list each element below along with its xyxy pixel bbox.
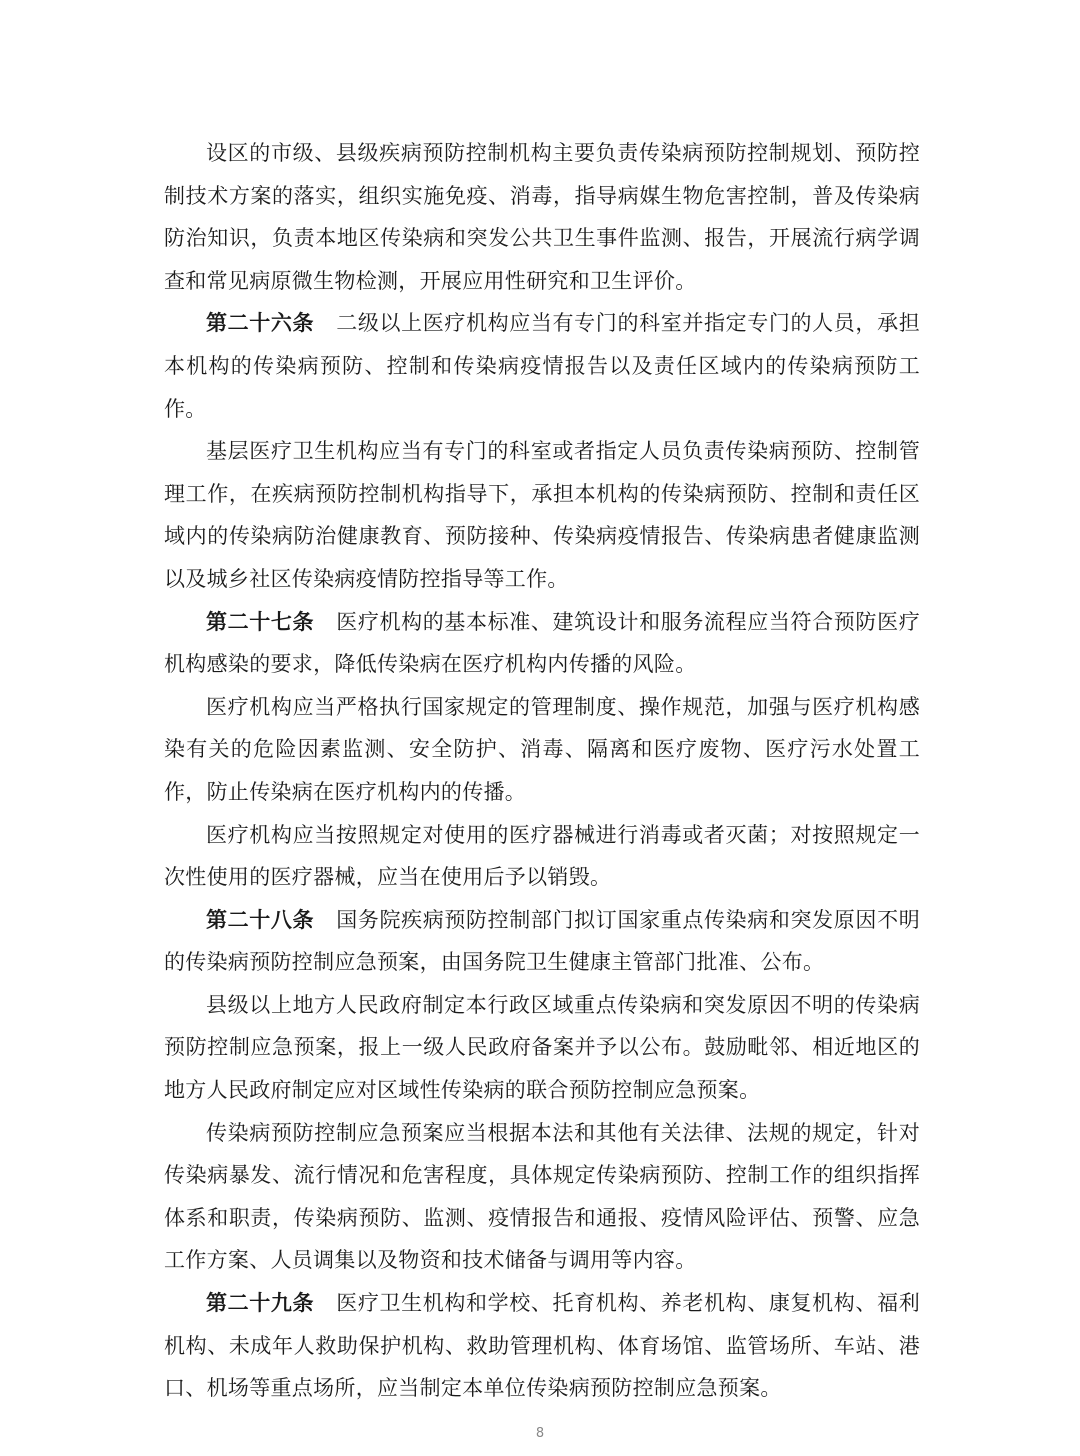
paragraph-text: 传染病预防控制应急预案应当根据本法和其他有关法律、法规的规定，针对传染病暴发、流行情况和危害程度，具体规定传染病预防、控制工作的组织指挥体系和职责，传染病预防、监测、疫情报告和通报、疫情风险评估、预警、应急工作方案、人员调集以及物资和技术储备与调用等内容。 <box>164 1120 920 1273</box>
paragraph <box>164 686 920 814</box>
article-number: 第二十九条 <box>206 1290 315 1316</box>
paragraph <box>164 302 920 430</box>
paragraph-text: 医疗机构应当按照规定对使用的医疗器械进行消毒或者灭菌；对按照规定一次性使用的医疗器械，应当在使用后予以销毁。 <box>164 822 920 890</box>
paragraph <box>164 1282 920 1410</box>
paragraph <box>164 814 920 899</box>
paragraph <box>164 1112 920 1282</box>
article-number: 第二十六条 <box>206 310 315 336</box>
paragraph-text: 设区的市级、县级疾病预防控制机构主要负责传染病预防控制规划、预防控制技术方案的落实，组织实施免疫、消毒，指导病媒生物危害控制，普及传染病防治知识，负责本地区传染病和突发公共卫生事件监测、报告，开展流行病学调查和常见病原微生物检测，开展应用性研究和卫生评价。 <box>164 141 920 293</box>
page-number: 8 <box>535 1426 545 1441</box>
paragraph-text: 二级以上医疗机构应当有专门的科室并指定专门的人员，承担本机构的传染病预防、控制和传染病疫情报告以及责任区域内的传染病预防工作。 <box>164 311 920 421</box>
paragraph <box>164 132 920 302</box>
paragraph <box>164 601 920 686</box>
paragraph <box>164 899 920 984</box>
paragraph-text: 医疗卫生机构和学校、托育机构、养老机构、康复机构、福利机构、未成年人救助保护机构、救助管理机构、体育场馆、监管场所、车站、港口、机场等重点场所，应当制定本单位传染病预防控制应急预案。 <box>164 1291 920 1401</box>
paragraph <box>164 430 920 600</box>
paragraph-text: 基层医疗卫生机构应当有专门的科室或者指定人员负责传染病预防、控制管理工作，在疾病预防控制机构指导下，承担本机构的传染病预防、控制和责任区域内的传染病防治健康教育、预防接种、传染病疫情报告、传染病患者健康监测以及城乡社区传染病疫情防控指导等工作。 <box>164 439 920 591</box>
paragraph-text: 国务院疾病预防控制部门拟订国家重点传染病和突发原因不明的传染病预防控制应急预案，由国务院卫生健康主管部门批准、公布。 <box>164 907 920 975</box>
paragraph-text: 县级以上地方人民政府制定本行政区域重点传染病和突发原因不明的传染病预防控制应急预案，报上一级人民政府备案并予以公布。鼓励毗邻、相近地区的地方人民政府制定应对区域性传染病的联合预防控制应急预案。 <box>164 992 920 1103</box>
document-body <box>164 132 920 1410</box>
paragraph-text: 医疗机构的基本标准、建筑设计和服务流程应当符合预防医疗机构感染的要求，降低传染病在医疗机构内传播的风险。 <box>164 609 920 677</box>
paragraph <box>164 984 920 1112</box>
article-number: 第二十八条 <box>206 906 315 932</box>
paragraph-text: 医疗机构应当严格执行国家规定的管理制度、操作规范，加强与医疗机构感染有关的危险因素监测、安全防护、消毒、隔离和医疗废物、医疗污水处置工作，防止传染病在医疗机构内的传播。 <box>164 694 920 804</box>
article-number: 第二十七条 <box>206 608 315 634</box>
